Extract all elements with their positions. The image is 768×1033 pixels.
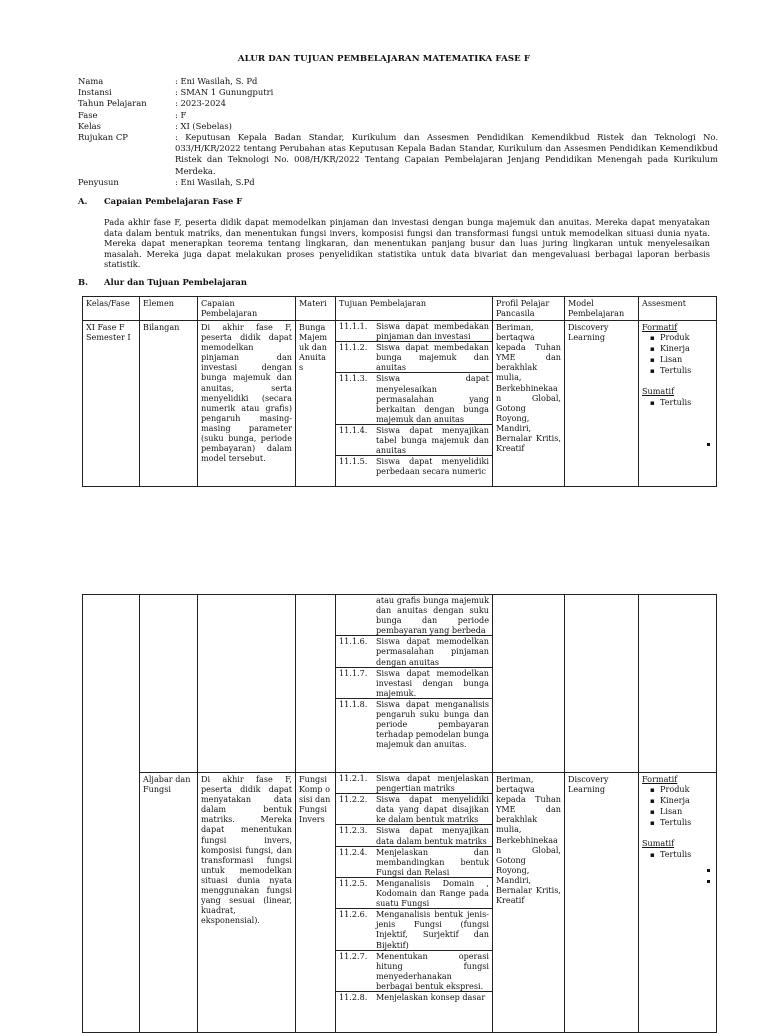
header-profil: Profil Pelajar Pancasila [493,297,565,321]
table-row [83,773,717,1033]
header-cp: Capaian Pembelajaran [198,297,296,321]
cell-cp: Di akhir fase F, peserta didik dapat menyatakan data dalam bentuk matriks. Mereka dapat menentukan fungsi invers, komposisi fungsi, dan transformasi fungsi untuk memodelkan situasi dunia nyata menggunakan fungsi yang sesuai (linear, kuadrat, eksponensial). [198,773,296,1033]
cell-kelas [83,595,140,1033]
tp-text: Siswa dapat membedakan bunga majemuk dan anuitas [376,342,489,373]
tp-item [336,847,492,878]
cell-profil [493,595,565,773]
tp-number: 11.2.8. [339,991,368,1002]
cell-model: Discovery Learning [565,321,639,487]
identity-row-nama [78,76,718,87]
bullet-mark [707,869,710,872]
cell-cp: Di akhir fase F, peserta didik dapat memodelkan pinjaman dan investasi dengan bunga majemuk dan anuitas, serta menyelidiki (secara numerik atau grafis) pengaruh masing-masing parameter (suku bunga, periode pembayaran) dalam model tersebut. [198,321,296,487]
identity-row-fase [78,110,718,121]
tp-item [336,951,492,992]
tp-text: Siswa dapat menjelaskan pengertian matriks [376,773,489,794]
tp-item [336,878,492,909]
identity-value: : Keputusan Kepala Badan Standar, Kurikulum dan Assesmen Pendidikan Kemendikbud Ristek dan Teknologi No. 033/H/KR/2022 tentang Perubahan atas Keputusan Kepala Badan Standar, Kurikulum dan Assesmen Pendidikan Kemendikbud Ristek dan Teknologi No. 008/H/KR/2022 Tentang Capaian Pembelajaran Jenjang Pendidikan Menengah pada Kurikulum Merdeka. [175,132,718,176]
identity-block [78,76,718,188]
tp-number: 11.2.3. [339,825,368,836]
sumatif-label: Sumatif [642,386,675,397]
sumatif-item: ▪ Tertulis [660,397,713,408]
atp-table-page2 [82,594,717,1033]
cell-materi [296,595,336,773]
tp-item [336,794,492,825]
cell-tp [336,773,493,1033]
tp-text: Siswa dapat menyajikan data dalam bentuk matriks [376,825,489,846]
section-title: Capaian Pembelajaran Fase F [104,196,243,206]
tp-item [336,699,492,749]
identity-label: Rujukan CP [78,132,128,143]
cell-elemen: Bilangan [140,321,198,487]
tp-number: 11.1.5. [339,456,368,467]
formatif-item: ▪ Produk [660,332,713,343]
tp-number: 11.1.2. [339,342,368,353]
header-model: Model Pembelajaran [565,297,639,321]
tp-number: 11.2.5. [339,877,368,888]
identity-row-instansi [78,87,718,98]
section-number: B. [78,277,88,287]
tp-number: 11.2.2. [339,794,368,805]
identity-label: Nama [78,76,104,86]
identity-label: Tahun Pelajaran [78,98,147,109]
formatif-list [642,784,713,828]
tp-number: 11.1.3. [339,373,368,384]
cell-materi: Fungsi Komp osisi dan Fungsi Invers [296,773,336,1033]
cell-assesment [639,773,717,1033]
sumatif-item: ▪ Tertulis [660,849,713,860]
tp-text: Menjelaskan dan membandingkan bentuk Fungsi dan Relasi [376,846,489,877]
tp-text: Siswa dapat memodelkan investasi dengan bunga majemuk. [376,667,489,698]
identity-row-kelas [78,121,718,132]
identity-label: Penyusun [78,176,119,187]
tp-item [336,595,492,636]
header-kelas: Kelas/Fase [83,297,140,321]
cell-materi: Bunga Majem uk dan Anuita s [296,321,336,487]
table-row [83,321,717,487]
tp-text: Siswa dapat menyelesaikan permasalahan yang berkaitan dengan bunga majemuk dan anuitas [376,373,489,424]
formatif-item: ▪ Lisan [660,806,713,817]
formatif-item: ▪ Kinerja [660,795,713,806]
cell-cp [198,595,296,773]
tp-item [336,909,492,950]
tp-item [336,992,492,1002]
identity-value: : XI (Sebelas) [175,120,232,131]
cell-profil: Beriman, bertaqwa kepada Tuhan YME dan berakhlak mulia, Berkebhinekaa n Global, Gotong Royong, Mandiri, Bernalar Kritis, Kreatif [493,321,565,487]
tp-item [336,373,492,424]
identity-row-rujukan [78,132,718,177]
section-a-paragraph: Pada akhir fase F, peserta didik dapat memodelkan pinjaman dan investasi dengan bunga majemuk dan anuitas. Mereka dapat menyatakan data dalam bentuk matriks, dan menentukan fungsi invers, komposisi fungsi dan transformasi fungsi untuk memodelkan situasi dunia nyata. Mereka dapat menerapkan teorema tentang lingkaran, dan menentukan panjang busur dan luas juring lingkaran untuk menyelesaikan masalah. Mereka juga dapat melakukan proses penyelidikan statistika untuk data bivariat dan mengevaluasi berbagai laporan berbasis statistik. [104,217,710,270]
header-materi: Materi [296,297,336,321]
formatif-item: ▪ Tertulis [660,365,713,376]
tp-text: Siswa dapat menyelidiki perbedaan secara numeric [376,456,489,477]
tp-number: 11.2.4. [339,846,368,857]
bullet-mark [707,443,710,446]
formatif-label: Formatif [642,322,678,332]
tp-text: Menjelaskan konsep dasar [376,991,486,1002]
cell-elemen: Aljabar dan Fungsi [140,773,198,1033]
formatif-item: ▪ Kinerja [660,343,713,354]
cell-profil: Beriman, bertaqwa kepada Tuhan YME dan berakhlak mulia, Berkebhinekaa n Global, Gotong Royong, Mandiri, Bernalar Kritis, Kreatif [493,773,565,1033]
tp-text: Menganalisis bentuk jenis-jenis Fungsi (fungsi Injektif, Surjektif dan Bijektif) [376,909,489,950]
tp-number: 11.1.8. [339,698,368,709]
tp-number: 11.2.1. [339,773,368,783]
cell-tp [336,595,493,773]
table-header-row [83,297,717,321]
header-tp: Tujuan Pembelajaran [336,297,493,321]
tp-text: atau grafis bunga majemuk dan anuitas dengan suku bunga dan periode pembayaran yang berbeda [376,595,489,636]
cell-assesment [639,595,717,773]
cell-model: Discovery Learning [565,773,639,1033]
identity-row-tahun [78,98,718,109]
identity-value: : F [175,109,187,120]
tp-number: 11.2.7. [339,950,368,961]
header-assesment: Assesment [639,297,717,321]
bullet-mark [707,880,710,883]
cell-elemen [140,595,198,773]
formatif-label: Formatif [642,774,678,784]
tp-number: 11.1.4. [339,424,368,435]
tp-text: Menentukan operasi hitung fungsi menyederhanakan berbagai bentuk ekspresi. [376,950,489,991]
formatif-item: ▪ Tertulis [660,817,713,828]
identity-value: : SMAN 1 Gunungputri [175,87,274,98]
header-elemen: Elemen [140,297,198,321]
sumatif-label: Sumatif [642,838,675,849]
table-row [83,595,717,773]
identity-label: Fase [78,109,98,120]
cell-tp [336,321,493,487]
tp-number: 11.1.6. [339,636,368,647]
sumatif-list [642,397,713,408]
tp-number: 11.1.1. [339,321,368,331]
identity-value: : 2023-2024 [175,98,226,109]
tp-item [336,425,492,456]
identity-value: : Eni Wasilah, S.Pd [175,176,255,187]
cell-model [565,595,639,773]
tp-number [339,595,376,635]
tp-text: Siswa dapat menyajikan tabel bunga majemuk dan anuitas [376,424,489,456]
cell-kelas: XI Fase F Semester I [83,321,140,487]
tp-text: Siswa dapat membedakan pinjaman dan investasi [376,321,489,342]
identity-row-penyusun [78,177,718,188]
tp-item [336,456,492,476]
tp-text: Siswa dapat menganalisis pengaruh suku bunga dan periode pembayaran terhadap pemodelan bunga majemuk dan anuitas. [376,698,490,750]
tp-item [336,636,492,667]
identity-label: Kelas [78,120,101,131]
section-b-heading [78,277,247,287]
document-title: ALUR DAN TUJUAN PEMBELAJARAN MATEMATIKA FASE F [237,54,531,64]
tp-item [336,825,492,846]
tp-item [336,321,492,342]
formatif-list [642,332,713,376]
tp-item [336,342,492,373]
atp-table-page1 [82,296,717,487]
tp-number: 11.2.6. [339,909,368,920]
section-number: A. [78,196,88,206]
formatif-item: ▪ Lisan [660,354,713,365]
identity-value: : Eni Wasilah, S. Pd [175,76,258,86]
tp-text: Siswa dapat memodelkan permasalahan pinjaman dengan anuitas [376,636,489,667]
tp-text: Menganalisis Domain , Kodomain dan Range pada suatu Fungsi [376,877,489,909]
cell-assesment [639,321,717,487]
formatif-item: ▪ Produk [660,784,713,795]
section-a-heading [78,196,242,206]
tp-item [336,773,492,794]
identity-label: Instansi [78,87,112,98]
tp-number: 11.1.7. [339,667,368,678]
tp-item [336,668,492,699]
section-title: Alur dan Tujuan Pembelajaran [104,277,247,287]
sumatif-list [642,849,713,860]
tp-text: Siswa dapat menyelidiki data yang dapat disajikan ke dalam bentuk matriks [376,794,489,825]
